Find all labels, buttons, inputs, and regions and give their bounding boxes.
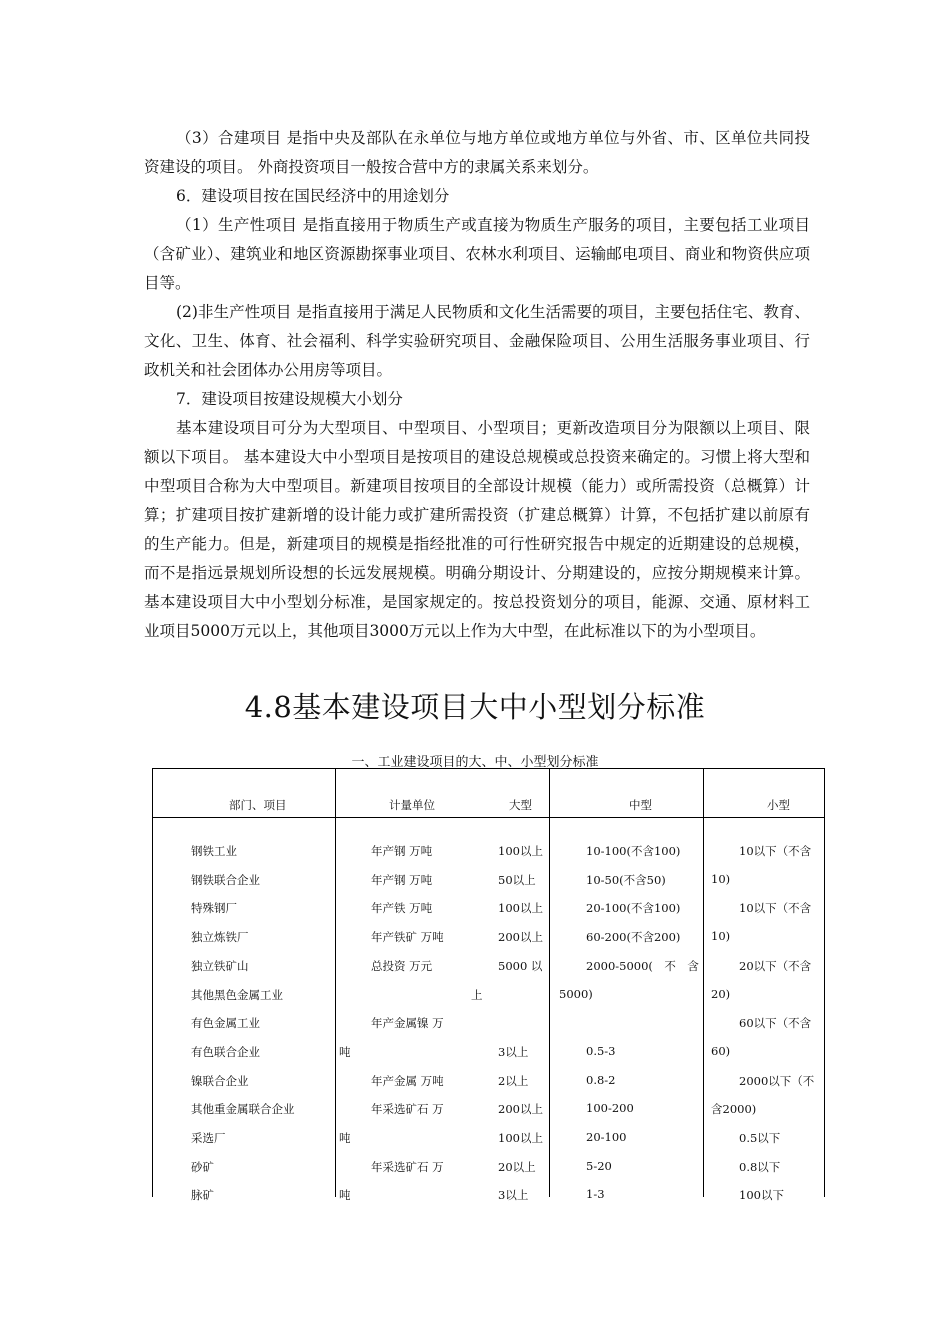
cell-large: 200以上	[498, 1102, 543, 1117]
cell-unit: 总投资 万元	[371, 958, 433, 973]
cell-medium: 20-100(不含100)	[586, 901, 681, 916]
cell-small: 10以下（不含	[739, 844, 812, 858]
paragraph-scale: 基本建设项目可分为大型项目、中型项目、小型项目；更新改造项目分为限额以上项目、限额以下项目。 基本建设大中小型项目是按项目的建设总规模或总投资来确定的。习惯上将大型和中型项目合称为大中型项目。新建项目按项目的全部设计规模（能力）或所需投资（总概算）计算；扩建项目按扩建新增的设计能力或扩建所需投资（扩建总概算）计算，不包括扩建以前原有的生产能力。但是，新建项目的规模是指经批准的可行性研究报告中规定的近期建设的总规模，而不是指远景规划所设想的长远发展规模。明确分期设计、分期建设的，应按分期规模来计算。 基本建设项目大中小型划分标准，是国家规定的。按总投资划分的项目，能源、交通、原材料工业项目5000万元以上，其他项目3000万元以上作为大中型，在此标准以下的为小型项目。	[144, 419, 810, 640]
cell-large: 100以上	[498, 1131, 543, 1145]
cell-dept: 其他黑色金属工业	[191, 987, 283, 1002]
cell-dept: 镍联合企业	[191, 1073, 249, 1088]
cell-dept: 采选厂	[191, 1131, 226, 1145]
cell-unit: 年产金属镍 万	[371, 1016, 444, 1031]
column-divider	[703, 769, 704, 1197]
cell-small: 2000以下（不	[739, 1073, 815, 1088]
cell-medium: 10-100(不含100)	[586, 844, 681, 858]
cell-unit: 年产金属 万吨	[371, 1073, 444, 1088]
cell-medium: 100-200	[586, 1101, 634, 1116]
cell-large: 2以上	[498, 1073, 529, 1088]
cell-large: 3以上	[498, 1044, 529, 1059]
cell-medium: 5000)	[559, 986, 593, 1001]
cell-medium: 60-200(不含200)	[586, 930, 681, 945]
cell-small: 含2000)	[711, 1102, 757, 1117]
cell-dept: 其他重金属联合企业	[191, 1102, 295, 1117]
cell-small: 10)	[711, 929, 731, 944]
cell-small: 20)	[711, 986, 731, 1001]
header-divider	[153, 817, 824, 818]
cell-dept: 有色金属工业	[191, 1016, 260, 1031]
header-large: 大型	[509, 798, 532, 812]
cell-dept: 有色联合企业	[191, 1044, 260, 1059]
cell-large: 100以上	[498, 901, 543, 916]
section-title: 4.8基本建设项目大中小型划分标准	[244, 690, 706, 724]
table-caption: 一、工业建设项目的大、中、小型划分标准	[351, 755, 599, 770]
classification-table	[152, 768, 825, 1203]
cell-dept: 独立铁矿山	[191, 958, 249, 973]
cell-dept: 钢铁工业	[191, 844, 237, 858]
cell-medium: 20-100	[586, 1130, 627, 1144]
cell-large: 20以上	[498, 1159, 536, 1174]
cell-unit: 吨	[339, 1131, 351, 1145]
cell-unit: 吨	[339, 1188, 351, 1203]
cell-unit: 年产铁矿 万吨	[371, 930, 444, 945]
cell-small: 60)	[711, 1043, 731, 1058]
header-unit: 计量单位	[389, 798, 435, 812]
column-divider	[335, 769, 336, 1197]
cell-unit: 年采选矿石 万	[371, 1102, 444, 1117]
cell-small: 60以下（不含	[739, 1016, 812, 1031]
cell-small: 0.5以下	[739, 1131, 781, 1145]
cell-unit: 年产钢 万吨	[371, 872, 433, 887]
cell-medium: 0.8-2	[586, 1072, 616, 1087]
header-dept: 部门、项目	[229, 798, 287, 812]
cell-small: 0.8以下	[739, 1159, 781, 1174]
cell-large: 50以上	[498, 872, 536, 887]
paragraph-joint-project: （3）合建项目 是指中央及部队在永单位与地方单位或地方单位与外省、市、区单位共同投资建设的项目。 外商投资项目一般按合营中方的隶属关系来划分。	[144, 129, 810, 176]
cell-large: 上	[471, 987, 483, 1002]
cell-large: 200以上	[498, 930, 543, 945]
cell-small: 10)	[711, 871, 731, 886]
cell-medium: 0.5-3	[586, 1043, 616, 1058]
header-small: 小型	[767, 798, 790, 812]
cell-dept: 钢铁联合企业	[191, 872, 260, 887]
heading-6: 6．建设项目按在国民经济中的用途划分	[176, 187, 450, 205]
cell-small: 20以下（不含	[739, 958, 812, 973]
cell-medium: 1-3	[586, 1187, 605, 1202]
cell-unit: 年产铁 万吨	[371, 901, 433, 916]
column-divider	[549, 769, 550, 1197]
cell-medium: 5-20	[586, 1158, 612, 1173]
cell-large: 5000 以	[498, 958, 543, 973]
cell-small: 10以下（不含	[739, 901, 812, 916]
paragraph-productive: （1）生产性项目 是指直接用于物质生产或直接为物质生产服务的项目，主要包括工业项目（含矿业）、建筑业和地区资源勘探事业项目、农林水利项目、运输邮电项目、商业和物资供应项目等。	[144, 216, 810, 292]
cell-small: 100以下	[739, 1188, 784, 1203]
cell-large: 100以上	[498, 844, 543, 858]
paragraph-nonproductive: (2)非生产性项目 是指直接用于满足人民物质和文化生活需要的项目，主要包括住宅、教育、文化、卫生、体育、社会福利、科学实验研究项目、金融保险项目、公用生活服务事业项目、行政机关和社会团体办公用房等项目。	[144, 303, 810, 379]
cell-dept: 脉矿	[191, 1188, 214, 1203]
cell-unit: 年采选矿石 万	[371, 1159, 444, 1174]
cell-dept: 独立炼铁厂	[191, 930, 249, 945]
heading-7: 7．建设项目按建设规模大小划分	[176, 390, 403, 408]
header-medium: 中型	[629, 798, 652, 812]
cell-unit: 年产钢 万吨	[371, 844, 433, 858]
cell-unit: 吨	[339, 1044, 351, 1059]
cell-medium: 10-50(不含50)	[586, 872, 666, 887]
cell-dept: 特殊钢厂	[191, 901, 237, 916]
cell-dept: 砂矿	[191, 1159, 214, 1174]
cell-medium: 2000-5000( 不 含	[586, 958, 699, 973]
cell-large: 3以上	[498, 1188, 529, 1203]
